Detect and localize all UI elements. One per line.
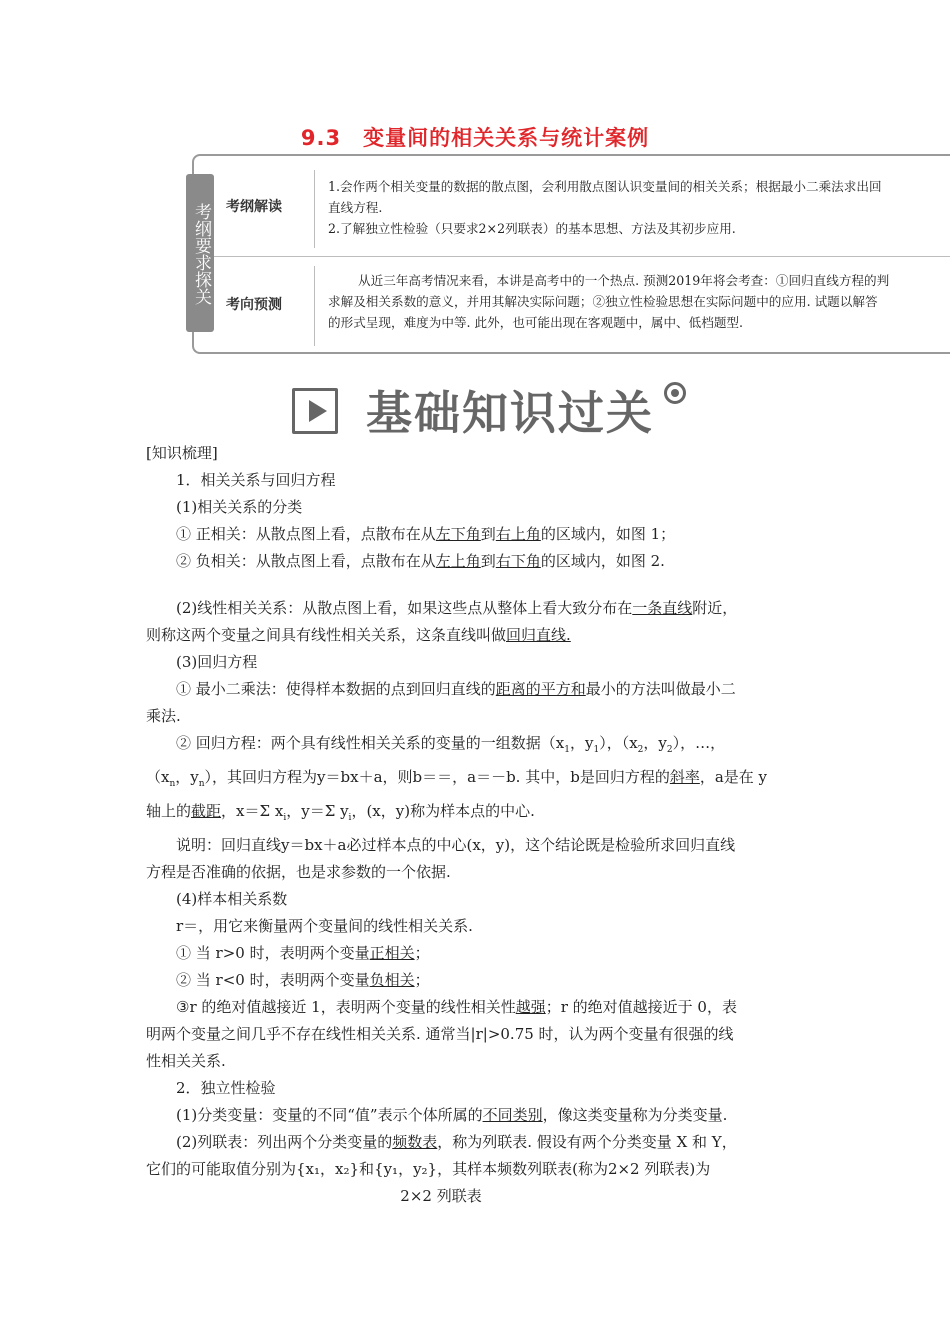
linear-correlation bbox=[146, 595, 816, 622]
subsection-1-4: (4)样本相关系数 bbox=[176, 890, 288, 908]
text: （x bbox=[146, 768, 170, 786]
answer: 右上角 bbox=[495, 525, 541, 543]
section-1-title: 1．相关关系与回归方程 bbox=[176, 471, 336, 489]
answer: 不同类别 bbox=[482, 1106, 543, 1124]
text: 的区域内，如图 1； bbox=[540, 525, 676, 543]
text: (2)线性相关关系：从散点图上看，如果这些点从整体上看大致分布在 bbox=[176, 599, 633, 617]
answer: 越强 bbox=[515, 998, 546, 1016]
contingency-table-def bbox=[146, 1129, 816, 1156]
r-negative bbox=[146, 967, 816, 994]
text: 的区域内，如图 2. bbox=[540, 552, 665, 570]
subsection-1-1: (1)相关关系的分类 bbox=[176, 498, 303, 516]
text: ② 回归方程：两个具有线性相关关系的变量的一组数据（x bbox=[176, 734, 565, 752]
text: ； bbox=[414, 944, 430, 962]
answer: 负相关 bbox=[369, 971, 415, 989]
text: ，y bbox=[175, 768, 199, 786]
row2-line: 求解及相关系数的意义，并用其解决实际问题；②独立性检验思想在实际问题中的应用. 试题以解答 bbox=[328, 294, 878, 309]
row1-text bbox=[328, 176, 950, 239]
text: (2)列联表：列出两个分类变量的 bbox=[176, 1133, 393, 1151]
contingency-table-def-cont: 它们的可能取值分别为{x₁，x₂}和{y₁，y₂}，其样本频数列联表(称为2×2 列联表)为 bbox=[146, 1160, 711, 1178]
r-positive bbox=[146, 940, 816, 967]
text: ； bbox=[414, 971, 430, 989]
text: 附近， bbox=[692, 599, 738, 617]
text: 则称这两个变量之间具有线性相关关系，这条直线叫做 bbox=[146, 626, 507, 644]
r-strength bbox=[146, 994, 816, 1021]
knowledge-content bbox=[146, 440, 816, 1210]
subsection-1-3: (3)回归方程 bbox=[176, 653, 258, 671]
text: ，(x，y)称为样本点的中心. bbox=[351, 802, 535, 820]
target-icon bbox=[664, 382, 686, 404]
row1-line: 直线方程. bbox=[328, 200, 383, 215]
least-squares-cont: 乘法. bbox=[146, 707, 181, 725]
row2-label: 考向预测 bbox=[226, 297, 282, 313]
linear-correlation-cont bbox=[146, 622, 816, 649]
row2-line: 的形式呈现，难度为中等. 此外，也可能出现在客观题中，属中、低档题型. bbox=[328, 315, 744, 330]
text: 到 bbox=[480, 552, 496, 570]
text: 轴上的 bbox=[146, 802, 192, 820]
text: 最小的方法叫做最小二 bbox=[585, 680, 736, 698]
text: ，称为列联表. 假设有两个分类变量 X 和 Y， bbox=[437, 1133, 737, 1151]
text: ），（x bbox=[599, 734, 638, 752]
text: ① 最小二乘法：使得样本数据的点到回归直线的 bbox=[176, 680, 496, 698]
categorical-variable bbox=[146, 1102, 816, 1129]
text: ），其回归方程为y＝bx＋a，则b＝＝，a＝－b. 其中，b是回归方程的 bbox=[204, 768, 670, 786]
positive-correlation bbox=[146, 521, 816, 548]
note-line-1: 说明：回归直线y＝bx＋a必过样本点的中心(x，y)，这个结论既是检验所求回归直线 bbox=[176, 836, 736, 854]
text: ；r 的绝对值越接近于 0，表 bbox=[545, 998, 737, 1016]
answer: 右下角 bbox=[495, 552, 541, 570]
text: ，a是在 y bbox=[699, 768, 768, 786]
answer: 回归直线. bbox=[506, 626, 571, 644]
answer: 斜率 bbox=[669, 768, 700, 786]
answer: 正相关 bbox=[369, 944, 415, 962]
text: ，y bbox=[569, 734, 594, 752]
answer: 左下角 bbox=[435, 525, 481, 543]
text: 到 bbox=[480, 525, 496, 543]
text: (1)分类变量：变量的不同“值”表示个体所属的 bbox=[176, 1106, 483, 1124]
answer: 频数表 bbox=[392, 1133, 438, 1151]
table-caption: 2×2 列联表 bbox=[400, 1187, 482, 1205]
answer: 左上角 bbox=[435, 552, 481, 570]
text: ，y＝Σ y bbox=[286, 802, 349, 820]
banner-title: 基础知识过关 bbox=[366, 386, 654, 440]
negative-correlation bbox=[146, 548, 816, 575]
row1-label: 考纲解读 bbox=[226, 199, 282, 215]
text: ① 正相关：从散点图上看，点散布在从 bbox=[176, 525, 436, 543]
text: ③r 的绝对值越接近 1，表明两个变量的线性相关性 bbox=[176, 998, 516, 1016]
text: ，x＝Σ x bbox=[221, 802, 284, 820]
r-strength-cont2: 性相关关系. bbox=[146, 1052, 226, 1070]
answer: 截距 bbox=[191, 802, 222, 820]
syllabus-divider bbox=[214, 256, 950, 257]
row1-line: 2.了解独立性检验（只要求2×2列联表）的基本思想、方法及其初步应用. bbox=[328, 221, 736, 236]
row2-text bbox=[328, 270, 950, 333]
regression-eq-cont2: 轴上的截距，x＝Σ $x_i$，y＝Σ $y_i$，(x，y)称为样本点的中心. bbox=[146, 802, 535, 823]
text: ① 当 r>0 时，表明两个变量 bbox=[176, 944, 370, 962]
section-banner bbox=[290, 384, 710, 444]
row2-line: 从近三年高考情况来看，本讲是高考中的一个热点. 预测2019年将会考查：①回归直线方程的判 bbox=[358, 273, 890, 288]
section-2-title: 2．独立性检验 bbox=[176, 1079, 276, 1097]
note-line-2: 方程是否准确的依据，也是求参数的一个依据. bbox=[146, 863, 451, 881]
text: ② 当 r<0 时，表明两个变量 bbox=[176, 971, 370, 989]
text: ），…， bbox=[672, 734, 726, 752]
row2-separator bbox=[314, 266, 315, 346]
page-title: 9.3 变量间的相关关系与统计案例 bbox=[300, 126, 650, 150]
r-definition: r＝，用它来衡量两个变量间的线性相关关系. bbox=[176, 917, 473, 935]
row1-separator bbox=[314, 170, 315, 248]
answer: 距离的平方和 bbox=[495, 680, 586, 698]
play-icon bbox=[292, 388, 338, 434]
r-strength-cont: 明两个变量之间几乎不存在线性相关关系. 通常当|r|>0.75 时，认为两个变量有很强的线 bbox=[146, 1025, 734, 1043]
row1-line: 1.会作两个相关变量的数据的散点图，会利用散点图认识变量间的相关关系；根据最小二乘法求出回 bbox=[328, 179, 882, 194]
answer: 一条直线 bbox=[632, 599, 693, 617]
heading: [知识梳理] bbox=[146, 444, 218, 462]
syllabus-tab: 考纲要求探关 bbox=[186, 174, 214, 332]
least-squares bbox=[146, 676, 816, 703]
text: ，y bbox=[643, 734, 667, 752]
regression-eq: ② 回归方程：两个具有线性相关关系的变量的一组数据（$x_1$，$y_1$），（$x_2$，$y_2$），…， bbox=[176, 734, 726, 755]
text: ，像这类变量称为分类变量. bbox=[542, 1106, 728, 1124]
text: ② 负相关：从散点图上看，点散布在从 bbox=[176, 552, 436, 570]
regression-eq-cont: （$x_n$，$y_n$），其回归方程为y＝bx＋a，则b＝＝，a＝－b. 其中，b是回归方程的斜率，a是在 y bbox=[146, 768, 768, 789]
